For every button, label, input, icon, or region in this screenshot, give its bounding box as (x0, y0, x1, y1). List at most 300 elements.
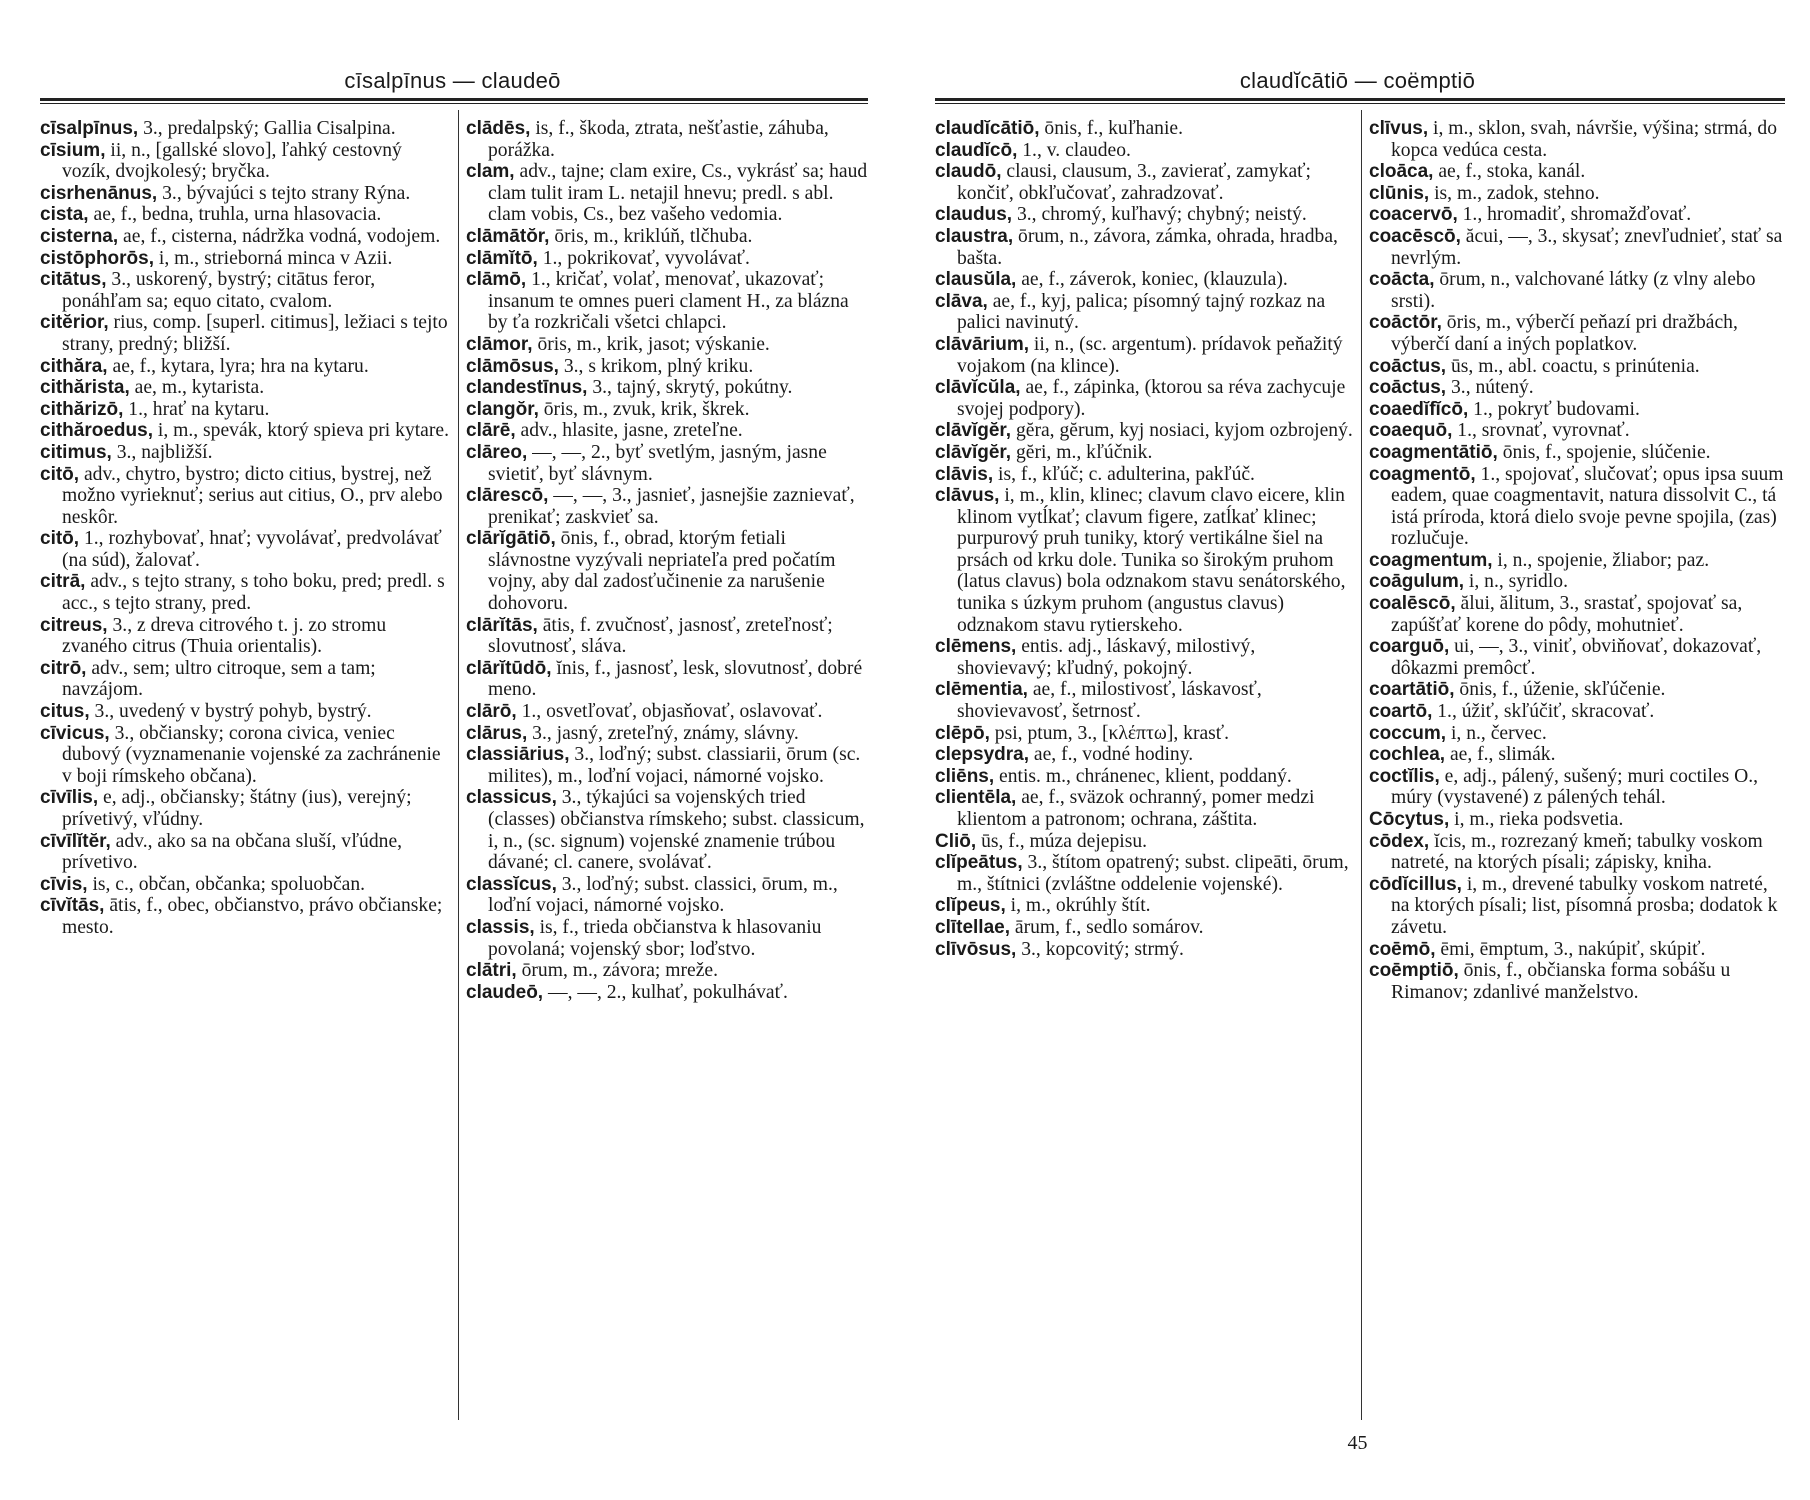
entry-headword: claudeō, (466, 981, 544, 1003)
entry-definition: 3., jasný, zreteľný, známy, slávny. (527, 722, 799, 744)
dictionary-entry (40, 615, 450, 658)
entry-definition: e, adj., pálený, sušený; muri coctiles O., múry (vystavené) z pálených tehál. (1391, 765, 1759, 809)
entry-headword: coartātiō, (1369, 679, 1455, 701)
dictionary-entry (1369, 399, 1785, 421)
entry-headword: claudō, (935, 161, 1002, 183)
entry-definition: 3., uvedený v bystrý pohyb, bystrý. (89, 701, 372, 723)
entry-definition: entis. m., chránenec, klient, poddaný. (994, 765, 1292, 787)
entry-definition: is, f., škoda, ztrata, nešťastie, záhuba, porážka. (488, 118, 829, 161)
dictionary-entry (466, 723, 870, 745)
entry-definition: 3., najbližší. (111, 441, 213, 463)
dictionary-entry (466, 269, 870, 334)
entry-headword: clādēs, (466, 118, 531, 139)
dictionary-entry (466, 874, 870, 917)
entry-headword: clārĭtās, (466, 614, 538, 636)
entry-headword: cīvīlĭtĕr, (40, 830, 111, 852)
dictionary-entry (935, 291, 1353, 334)
dictionary-entry (935, 420, 1353, 442)
entry-headword: citātus, (40, 269, 107, 291)
entry-definition: ōnis, f., obrad, ktorým fetiali slávnostne vyzývali nepriateľa pred počatím vojny, aby dal zadosťučinenie za narušenie dohovoru. (488, 528, 836, 615)
entry-definition: ae, f., kyj, palica; písomný tajný rozkaz na palici navinutý. (957, 290, 1326, 334)
entry-definition: ōrum, m., závora; mreže. (516, 960, 718, 982)
dictionary-entry (1369, 960, 1785, 1003)
entry-headword: clam, (466, 161, 515, 183)
dictionary-entry (935, 895, 1353, 917)
entry-definition: ĭcis, m., rozrezaný kmeň; tabulky voskom natreté, na ktorých písali; zápisky, kniha. (1391, 830, 1763, 874)
entry-definition: ii, n., [gallské slovo], ľahký cestovný vozík, dvojkolesý; bryčka. (62, 139, 402, 183)
entry-definition: i, m., spevák, ktorý spieva pri kytare. (152, 420, 449, 442)
entry-headword: cīsalpīnus, (40, 118, 139, 139)
entry-definition: i, n., spojenie, žliabor; paz. (1492, 549, 1710, 571)
dictionary-entry (466, 982, 870, 1004)
dictionary-entry (1369, 226, 1785, 269)
page-number: 45 (1347, 1432, 1368, 1454)
entry-headword: clēmentia, (935, 679, 1028, 701)
entry-definition: ōrum, n., valchované látky (z vlny alebo srsti). (1391, 269, 1756, 312)
dictionary-entry (40, 420, 450, 442)
entry-definition: i, m., klin, klinec; clavum clavo eicere, klin klinom vytĺkať; clavum figere, zatĺkať klinec; purpurový pruh tuniky, ktorý vertikálne šiel na prsách od krku dole. Tunika so širokým pruhom (latus clavus) bola odznakom stavu senátorského, tunika s úzkym pruhom (angustus clavus) odznakom stavu rytierskeho. (957, 485, 1346, 636)
entry-definition: adv., sem; ultro citroque, sem a tam; navzájom. (62, 657, 376, 701)
entry-headword: coaequō, (1369, 420, 1453, 442)
entry-headword: citō, (40, 463, 80, 485)
entry-definition: ōnis, f., úženie, skľúčenie. (1454, 679, 1666, 701)
left-running-head: cīsalpīnus — claudeō (344, 68, 561, 93)
entry-headword: coacervō, (1369, 204, 1458, 226)
dictionary-entry (935, 161, 1353, 204)
entry-definition: ĭnis, f., jasnosť, lesk, slovutnosť, dobré meno. (488, 657, 863, 701)
dictionary-entry (466, 334, 870, 356)
entry-headword: coalēscō, (1369, 593, 1456, 615)
entry-headword: clandestīnus, (466, 377, 588, 399)
entry-headword: clāvus, (935, 485, 1000, 507)
dictionary-entry (466, 377, 870, 399)
dictionary-entry (935, 226, 1353, 269)
entry-definition: psi, ptum, 3., [κλέπτω], krasť. (989, 722, 1230, 744)
dictionary-entry (935, 917, 1353, 939)
entry-definition: 3., s krikom, plný kriku. (558, 355, 754, 377)
entry-definition: ōrum, n., závora, zámka, ohrada, hradba, bašta. (957, 225, 1338, 269)
dictionary-entry (466, 420, 870, 442)
dictionary-entry (935, 723, 1353, 745)
entry-definition: ōris, m., výberčí peňazí pri dražbách, výberčí daní a iných poplatkov. (1391, 312, 1738, 355)
dictionary-entry (1369, 593, 1785, 636)
entry-headword: coāctus, (1369, 355, 1447, 377)
dictionary-entry (935, 334, 1353, 377)
entry-definition: 1., spojovať, slučovať; opus ipsa suum eadem, quae coagmentavit, natura dissolvit C., tá istá príroda, ktorá dielo svoje pevne spojila, (zas) rozlučuje. (1391, 463, 1784, 550)
dictionary-entry (935, 939, 1353, 961)
entry-headword: cisterna, (40, 225, 119, 247)
entry-definition: ălui, ălitum, 3., srastať, spojovať sa, zapúšťať korene do pôdy, mohutnieť. (1391, 593, 1743, 636)
entry-definition: ae, f., kytara, lyra; hra na kytaru. (107, 355, 369, 377)
dictionary-entry (40, 204, 450, 226)
dictionary-entry (935, 485, 1353, 636)
right-head-rule-thin (935, 103, 1785, 104)
entry-headword: classiārius, (466, 744, 570, 766)
entry-definition: ātis, f. zvučnosť, jasnosť, zreteľnosť; slovutnosť, sláva. (488, 614, 833, 658)
dictionary-entry (1369, 356, 1785, 378)
entry-definition: ōris, m., krik, jasot; výskanie. (532, 333, 770, 355)
entry-headword: claudĭcō, (935, 139, 1018, 161)
entry-headword: clĭpeus, (935, 895, 1006, 917)
dictionary-entry (40, 571, 450, 614)
entry-definition: 1., osvetľovať, objasňovať, oslavovať. (516, 701, 823, 723)
entry-definition: gĕri, m., kľúčnik. (1011, 441, 1153, 463)
entry-headword: citrō, (40, 657, 87, 679)
entry-headword: cithăra, (40, 355, 108, 377)
entry-definition: adv., tajne; clam exire, Cs., vykrásť sa; haud clam tulit iram L. netajil hnevu; predl. s abl. clam vobis, Cs., bez vašeho vedomia. (488, 161, 868, 226)
right-column-2 (1369, 118, 1785, 1438)
entry-definition: 1., rozhybovať, hnať; vyvolávať, predvolávať (na súd), žalovať. (62, 528, 442, 571)
entry-definition: 3., loďný; subst. classiarii, ōrum (sc. milites), m., loďní vojaci, námorné vojsko. (488, 744, 861, 787)
dictionary-entry (40, 356, 450, 378)
dictionary-entry (1369, 744, 1785, 766)
dictionary-entry (40, 269, 450, 312)
entry-definition: ae, f., stoka, kanál. (1433, 161, 1586, 183)
dictionary-entry (40, 377, 450, 399)
entry-headword: Cliō, (935, 830, 977, 852)
entry-headword: clāmātŏr, (466, 225, 550, 247)
entry-definition: is, c., občan, občanka; spoluobčan. (87, 873, 366, 895)
entry-definition: entis. adj., láskavý, milostivý, shovievavý; kľudný, pokojný. (957, 636, 1256, 679)
entry-headword: clārĭgātiō, (466, 528, 556, 550)
entry-headword: coartō, (1369, 701, 1433, 723)
entry-definition: 3., štítom opatrený; subst. clipeāti, ōrum, m., štítnici (zvláštne oddelenie vojenské). (957, 852, 1349, 895)
entry-definition: —, —, 2., byť svetlým, jasným, jasne svietiť, byť slávnym. (488, 441, 827, 485)
dictionary-entry (466, 356, 870, 378)
dictionary-entry (466, 917, 870, 960)
entry-headword: clangŏr, (466, 398, 539, 420)
entry-headword: coccum, (1369, 722, 1447, 744)
entry-definition: ăcui, —, 3., skysať; znevľudnieť, stať sa nevrlým. (1391, 225, 1783, 269)
right-page (905, 0, 1810, 1500)
entry-headword: clārĭtūdō, (466, 657, 552, 679)
dictionary-entry (40, 140, 450, 183)
entry-headword: cīvicus, (40, 722, 110, 744)
entry-headword: clārus, (466, 722, 528, 744)
dictionary-entry (466, 615, 870, 658)
left-column-1 (40, 118, 450, 1438)
entry-headword: clātri, (466, 960, 517, 982)
dictionary-entry (40, 399, 450, 421)
entry-headword: cliēns, (935, 765, 995, 787)
entry-headword: clāvārium, (935, 333, 1029, 355)
dictionary-entry (935, 377, 1353, 420)
entry-headword: coēmptiō, (1369, 960, 1459, 982)
left-head-rule (40, 98, 868, 101)
entry-headword: clāvis, (935, 463, 994, 485)
dictionary-entry (935, 766, 1353, 788)
entry-definition: i, m., strieborná minca v Azii. (154, 247, 393, 269)
dictionary-entry (466, 485, 870, 528)
dictionary-entry (40, 658, 450, 701)
entry-definition: ii, n., (sc. argentum). prídavok peňažitý vojakom (na klince). (957, 333, 1343, 377)
entry-headword: clāmōsus, (466, 355, 559, 377)
dictionary-entry (40, 442, 450, 464)
entry-definition: ōris, m., zvuk, krik, škrek. (538, 398, 750, 420)
dictionary-entry (935, 744, 1353, 766)
dictionary-entry (40, 248, 450, 270)
dictionary-entry (1369, 118, 1785, 161)
entry-definition: is, f., trieda občianstva k hlasovaniu povolaná; vojenský sbor; loďstvo. (488, 916, 822, 960)
entry-definition: e, adj., občiansky; štátny (ius), verejný; prívetivý, vľúdny. (62, 787, 412, 830)
entry-definition: 3., loďný; subst. classici, ōrum, m., loďní vojaci, námorné vojsko. (488, 873, 838, 917)
entry-headword: clēpō, (935, 722, 990, 744)
entry-headword: cōdex, (1369, 830, 1430, 852)
dictionary-entry (40, 226, 450, 248)
entry-definition: clausi, clausum, 3., zavierať, zamykať; končiť, obkľučovať, zahradzovať. (957, 161, 1311, 204)
dictionary-entry (935, 464, 1353, 486)
entry-headword: citimus, (40, 441, 112, 463)
dictionary-entry (466, 442, 870, 485)
entry-definition: ae, f., zápinka, (ktorou sa réva zachycuje svojej podpory). (957, 377, 1346, 420)
dictionary-entry (466, 226, 870, 248)
dictionary-entry (1369, 939, 1785, 961)
dictionary-entry (1369, 377, 1785, 399)
entry-headword: classĭcus, (466, 873, 557, 895)
entry-definition: ui, —, 3., viniť, obviňovať, dokazovať, dôkazmi premôcť. (1391, 636, 1762, 679)
entry-definition: 3., občiansky; corona civica, veniec dubový (vyznamenanie vojenské za zachránenie v boji rímskeho občana). (62, 722, 441, 787)
dictionary-entry (935, 269, 1353, 291)
entry-definition: 3., bývajúci s tejto strany Rýna. (157, 182, 411, 204)
entry-definition: i, n., červec. (1446, 722, 1547, 744)
dictionary-entry (466, 787, 870, 873)
entry-definition: ōnis, f., spojenie, slúčenie. (1497, 441, 1711, 463)
dictionary-entry (40, 787, 450, 830)
entry-headword: coaedĭfĭcō, (1369, 398, 1469, 420)
entry-definition: adv., s tejto strany, s toho boku, pred; predl. s acc., s tejto strany, pred. (62, 571, 445, 615)
dictionary-entry (935, 787, 1353, 830)
dictionary-entry (466, 960, 870, 982)
entry-definition: adv., ako sa na občana sluší, vľúdne, prívetivo. (62, 830, 403, 874)
entry-headword: classicus, (466, 787, 557, 809)
dictionary-entry (1369, 420, 1785, 442)
entry-definition: i, m., drevené tabulky voskom natreté, na ktorých písali; list, písomná prosba; dodatok k závetu. (1391, 873, 1778, 938)
entry-headword: cloāca, (1369, 161, 1434, 183)
entry-definition: ārum, f., sedlo somárov. (1010, 916, 1204, 938)
entry-definition: —, —, 2., kulhať, pokulhávať. (543, 981, 788, 1003)
dictionary-entry (1369, 204, 1785, 226)
entry-headword: clepsydra, (935, 744, 1029, 766)
entry-headword: clāmō, (466, 269, 527, 291)
dictionary-entry (40, 118, 450, 140)
entry-definition: is, m., zadok, stehno. (1429, 182, 1600, 204)
entry-definition: i, n., syridlo. (1464, 571, 1568, 593)
dictionary-entry (466, 744, 870, 787)
entry-headword: cisrhenānus, (40, 182, 158, 204)
entry-headword: cīvīlis, (40, 787, 99, 809)
dictionary-entry (935, 118, 1353, 140)
entry-definition: ae, f., bedna, truhla, urna hlasovacia. (88, 204, 382, 226)
entry-headword: coagmentum, (1369, 549, 1493, 571)
entry-definition: i, m., sklon, svah, návršie, výšina; strmá, do kopca vedúca cesta. (1391, 118, 1777, 161)
dictionary-entry (466, 399, 870, 421)
entry-headword: citus, (40, 701, 90, 723)
entry-headword: Cōcytus, (1369, 809, 1450, 830)
entry-definition: i, m., okrúhly štít. (1005, 895, 1151, 917)
entry-definition: ōris, m., kriklúň, tlčhuba. (549, 225, 753, 247)
entry-headword: cīvis, (40, 873, 88, 895)
entry-headword: coctĭlis, (1369, 765, 1440, 787)
entry-definition: ae, f., slimák. (1445, 744, 1556, 766)
entry-headword: clītellae, (935, 916, 1010, 938)
entry-headword: coāctus, (1369, 377, 1447, 399)
dictionary-entry (40, 312, 450, 355)
dictionary-entry (1369, 831, 1785, 874)
entry-headword: clāva, (935, 290, 988, 312)
dictionary-entry (1369, 809, 1785, 831)
entry-headword: clĭpeātus, (935, 852, 1023, 874)
entry-headword: citrā, (40, 571, 86, 593)
entry-headword: coagmentō, (1369, 463, 1476, 485)
dictionary-entry (935, 442, 1353, 464)
entry-headword: clāmor, (466, 333, 533, 355)
entry-definition: 3., tajný, skrytý, pokútny. (587, 377, 793, 399)
dictionary-entry (1369, 312, 1785, 355)
entry-headword: cithărizō, (40, 398, 124, 420)
right-column-1 (935, 118, 1353, 1438)
entry-definition: 3., z dreva citrového t. j. zo stromu zvaného citrus (Thuia orientalis). (62, 614, 387, 658)
entry-headword: cithăroedus, (40, 420, 153, 442)
dictionary-entry (935, 636, 1353, 679)
entry-definition: 3., nútený. (1446, 377, 1534, 399)
entry-headword: coāgulum, (1369, 571, 1465, 593)
entry-headword: clientēla, (935, 787, 1017, 809)
dictionary-entry (1369, 183, 1785, 205)
entry-definition: 1., hrať na kytaru. (123, 398, 270, 420)
entry-definition: 1., pokryť budovami. (1468, 398, 1640, 420)
dictionary-entry (466, 701, 870, 723)
dictionary-entry (935, 679, 1353, 722)
entry-definition: ae, f., vodné hodiny. (1029, 744, 1194, 766)
entry-headword: clārescō, (466, 485, 549, 507)
right-column-divider (1361, 110, 1362, 1420)
entry-headword: cīsium, (40, 139, 106, 161)
entry-definition: ae, f., záverok, koniec, (klauzula). (1016, 269, 1288, 291)
dictionary-entry (466, 528, 870, 614)
entry-headword: claudĭcātiō, (935, 118, 1040, 139)
dictionary-entry (1369, 874, 1785, 939)
entry-headword: citĕrior, (40, 312, 109, 334)
entry-definition: 1., v. claudeo. (1017, 139, 1131, 161)
entry-definition: ae, f., milostivosť, láskavosť, shovievavosť, šetrnosť. (957, 679, 1262, 723)
dictionary-entry (1369, 464, 1785, 550)
dictionary-entry (1369, 679, 1785, 701)
entry-headword: coācta, (1369, 269, 1435, 291)
entry-headword: cithărista, (40, 377, 130, 399)
entry-headword: coāctōr, (1369, 312, 1442, 334)
right-head-rule (935, 98, 1785, 101)
entry-definition: 1., úžiť, skľúčiť, skracovať. (1432, 701, 1655, 723)
dictionary-entry (466, 118, 870, 161)
entry-definition: ātis, f., obec, občianstvo, právo občianske; mesto. (62, 895, 443, 938)
entry-headword: cōdĭcillus, (1369, 873, 1462, 895)
entry-definition: ae, f., cisterna, nádržka vodná, vodojem. (118, 225, 441, 247)
entry-headword: cīvĭtās, (40, 895, 105, 917)
entry-headword: coagmentātiō, (1369, 441, 1498, 463)
dictionary-entry (466, 161, 870, 226)
entry-headword: citō, (40, 528, 80, 550)
dictionary-entry (466, 248, 870, 270)
entry-definition: ōnis, f., kuľhanie. (1039, 118, 1183, 139)
left-head-rule-thin (40, 103, 868, 104)
dictionary-entry (1369, 701, 1785, 723)
entry-definition: adv., chytro, bystro; dicto citius, bystrej, než možno vyrieknuť; serius aut citius, O., prv alebo neskôr. (62, 463, 443, 528)
entry-definition: ūs, f., múza dejepisu. (976, 830, 1148, 852)
dictionary-entry (466, 658, 870, 701)
entry-definition: 1., hromadiť, shromažďovať. (1457, 204, 1692, 226)
entry-headword: clāmĭtō, (466, 247, 538, 269)
dictionary-entry (40, 183, 450, 205)
entry-headword: clausŭla, (935, 269, 1017, 291)
entry-headword: clāreo, (466, 441, 528, 463)
entry-headword: cistōphorōs, (40, 247, 155, 269)
entry-definition: 3., uskorený, bystrý; citātus feror, ponáhľam sa; equo citato, cvalom. (62, 269, 376, 312)
dictionary-entry (1369, 161, 1785, 183)
entry-definition: is, f., kľúč; c. adulterina, pakľúč. (993, 463, 1255, 485)
entry-definition: ēmi, ēmptum, 3., nakúpiť, skúpiť. (1435, 938, 1706, 960)
entry-definition: adv., hlasite, jasne, zreteľne. (515, 420, 743, 442)
entry-headword: clāvĭgĕr, (935, 420, 1012, 442)
dictionary-entry (40, 464, 450, 529)
entry-definition: 3., chromý, kuľhavý; chybný; neistý. (1012, 204, 1307, 226)
left-column-divider (458, 110, 459, 1420)
entry-definition: ae, f., sväzok ochranný, pomer medzi klientom a patronom; ochrana, záštita. (957, 787, 1315, 830)
entry-definition: ōnis, f., občianska forma sobášu u Rimanov; zdanlivé manželstvo. (1391, 960, 1731, 1003)
entry-definition: 1., srovnať, vyrovnať. (1452, 420, 1630, 442)
entry-definition: 3., týkajúci sa vojenských tried (classes) občianstva rímskeho; subst. classicum, i, n., (sc. signum) vojenské znamenie trúbou dávané; cl. canere, svolávať. (488, 787, 865, 874)
entry-definition: i, m., rieka podsvetia. (1449, 809, 1624, 830)
entry-headword: citreus, (40, 614, 108, 636)
dictionary-entry (40, 528, 450, 571)
dictionary-entry (1369, 636, 1785, 679)
entry-definition: —, —, 3., jasnieť, jasnejšie zaznievať, prenikať; zaskvieť sa. (488, 485, 855, 528)
entry-headword: clārō, (466, 701, 517, 723)
left-column-2 (466, 118, 870, 1438)
entry-definition: ae, m., kytarista. (129, 377, 265, 399)
entry-definition: gĕra, gĕrum, kyj nosiaci, kyjom ozbrojený. (1011, 420, 1353, 442)
entry-headword: classis, (466, 916, 535, 938)
dictionary-entry (1369, 550, 1785, 572)
dictionary-entry (935, 204, 1353, 226)
entry-headword: clāvĭgĕr, (935, 441, 1012, 463)
dictionary-entry (935, 140, 1353, 162)
entry-headword: claudus, (935, 204, 1013, 226)
dictionary-entry (1369, 723, 1785, 745)
entry-definition: 3., predalpský; Gallia Cisalpina. (138, 118, 396, 139)
dictionary-entry (1369, 766, 1785, 809)
dictionary-entry (40, 701, 450, 723)
dictionary-entry (1369, 571, 1785, 593)
entry-definition: 1., pokrikovať, vyvolávať. (537, 247, 750, 269)
entry-headword: clīvus, (1369, 118, 1429, 139)
dictionary-entry (935, 852, 1353, 895)
entry-headword: clūnis, (1369, 182, 1430, 204)
entry-definition: ūs, m., abl. coactu, s prinútenia. (1446, 355, 1700, 377)
entry-headword: claustra, (935, 225, 1014, 247)
dictionary-entry (1369, 269, 1785, 312)
entry-headword: cista, (40, 204, 89, 226)
dictionary-entry (935, 831, 1353, 853)
entry-definition: rius, comp. [superl. citimus], ležiaci s tejto strany, predný; bližší. (62, 312, 448, 355)
dictionary-entry (40, 895, 450, 938)
dictionary-entry (40, 874, 450, 896)
entry-headword: clārē, (466, 420, 516, 442)
entry-headword: coarguō, (1369, 636, 1450, 658)
entry-headword: clīvōsus, (935, 938, 1017, 960)
entry-headword: clēmens, (935, 636, 1017, 658)
entry-definition: 3., kopcovitý; strmý. (1016, 938, 1184, 960)
entry-definition: 1., kričať, volať, menovať, ukazovať; insanum te omnes pueri clament H., za blázna by ťa rozkričali všetci chlapci. (488, 269, 849, 334)
